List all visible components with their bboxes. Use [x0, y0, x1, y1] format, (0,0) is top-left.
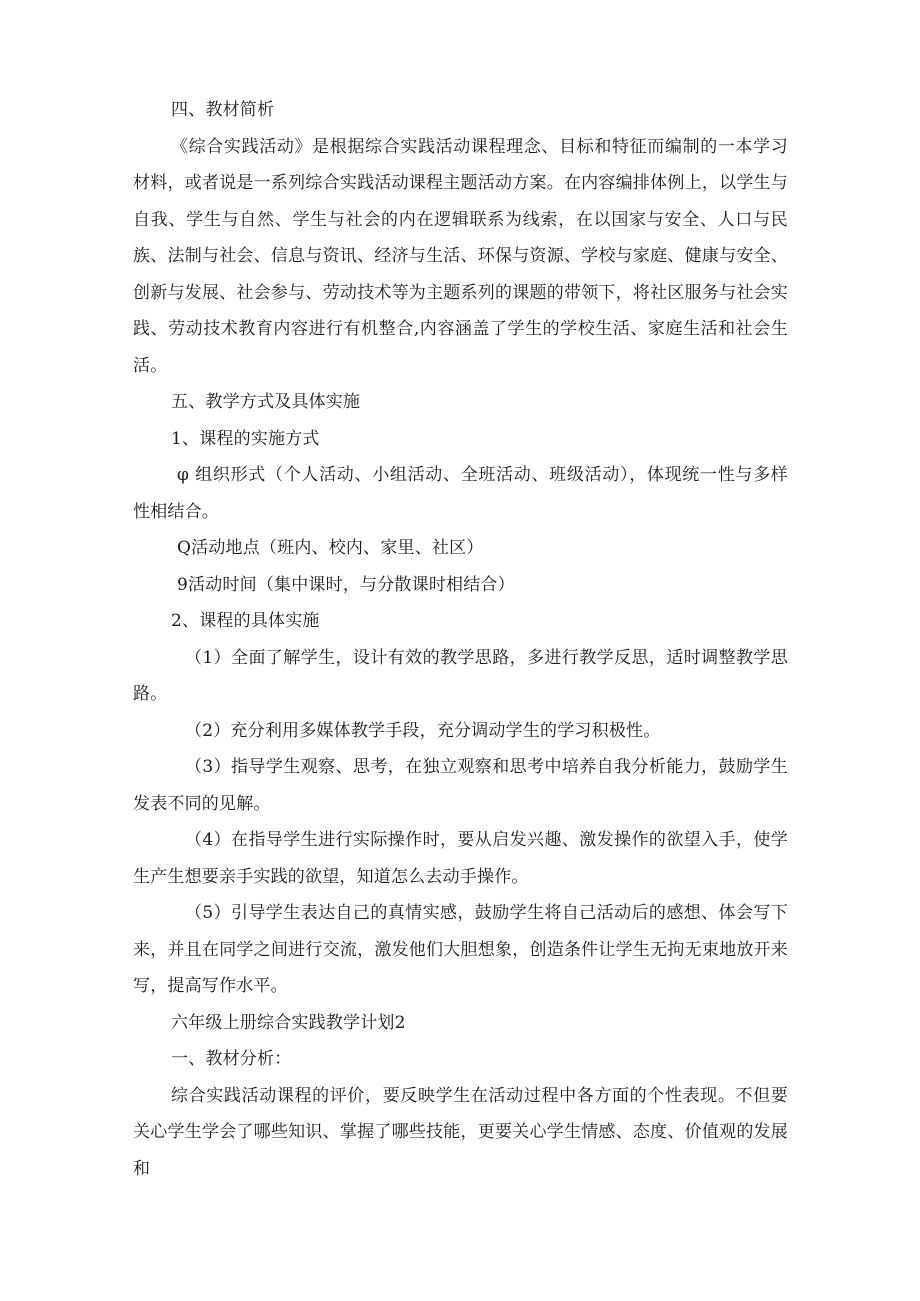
section-heading-textbook-analysis: 四、教材简析: [171, 100, 275, 120]
numbered-item-3: （3）指导学生观察、思考，在独立观察和思考中培养自我分析能力，鼓励学生发表不同的见解。: [133, 757, 788, 814]
document-body: [133, 92, 788, 1187]
subheading-concrete-implementation: 2、课程的具体实施: [171, 611, 320, 631]
subheading-implementation-methods: 1、课程的实施方式: [171, 428, 320, 449]
list-item-activity-location: Q活动地点（班内、校内、家里、社区）: [177, 538, 484, 558]
numbered-item-4: （4）在指导学生进行实际操作时，要从启发兴趣、激发操作的欲望入手，使学生产生想要亲手实践的欲望，知道怎么去动手操作。: [133, 830, 788, 887]
paragraph-evaluation: 综合实践活动课程的评价，要反映学生在活动过程中各方面的个性表现。不但要关心学生学会了哪些知识、掌握了哪些技能，更要关心学生情感、态度、价值观的发展和: [133, 1085, 788, 1179]
numbered-item-2: （2）充分利用多媒体教学手段，充分调动学生的学习积极性。: [185, 720, 661, 741]
section-heading-textbook-analysis-2: 一、教材分析：: [171, 1049, 292, 1069]
numbered-item-1: （1）全面了解学生，设计有效的教学思路，多进行教学反思，适时调整教学思路。: [133, 647, 788, 704]
section-heading-teaching-methods: 五、教学方式及具体实施: [171, 392, 361, 412]
numbered-item-5: （5）引导学生表达自己的真情实感，鼓励学生将自己活动后的感想、体会写下来，并且在同学之间进行交流，激发他们大胆想象，创造条件让学生无拘无束地放开来写，提高写作水平。: [133, 903, 788, 996]
paragraph-textbook-intro: 《综合实践活动》是根据综合实践活动课程理念、目标和特征而编制的一本学习材料，或者说是一系列综合实践活动课程主题活动方案。在内容编排体例上，以学生与自我、学生与自然、学生与社会的内在逻辑联系为线索，在以国家与安全、人口与民族、法制与社会、信息与资讯、经济与生活、环保与资源、学校与家庭、健康与安全、创新与发展、社会参与、劳动技术等为主题系列的课题的带领下，将社区服务与社会实践、劳动技术教育内容进行有机整合,内容涵盖了学生的学校生活、家庭生活和社会生活。: [133, 136, 788, 376]
list-item-activity-time: 9活动时间（集中课时，与分散课时相结合）: [177, 574, 515, 595]
list-item-organization-form: φ 组织形式（个人活动、小组活动、全班活动、班级活动），体现统一性与多样性相结合。: [133, 465, 788, 522]
plan-title-2: 六年级上册综合实践教学计划2: [171, 1012, 406, 1033]
